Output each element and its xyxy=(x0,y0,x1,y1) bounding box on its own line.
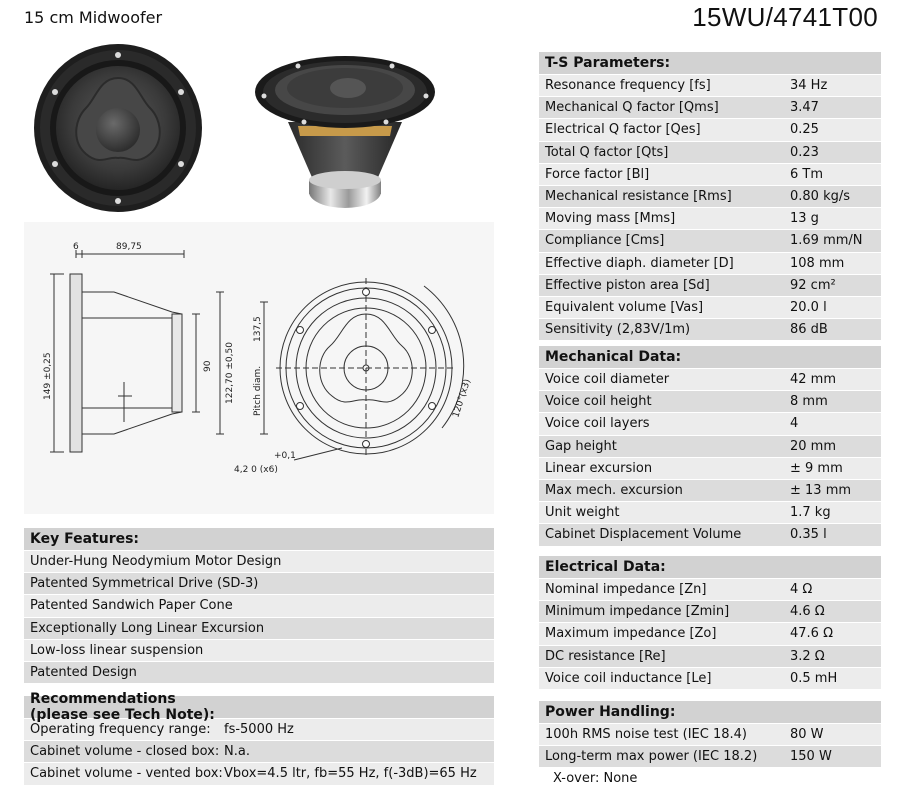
row-value: 150 W xyxy=(790,749,832,765)
row-label: Force factor [Bl] xyxy=(545,166,650,182)
row-label: Maximum impedance [Zo] xyxy=(545,626,717,642)
ts-title xyxy=(539,52,881,75)
table-row xyxy=(539,319,881,341)
recommendations-rows xyxy=(24,719,494,786)
table-row xyxy=(539,142,881,164)
row-value: 3.47 xyxy=(790,100,819,116)
row-value: 4 Ω xyxy=(790,582,813,598)
table-row xyxy=(539,253,881,275)
row-label: Voice coil diameter xyxy=(545,372,670,388)
row-label: Moving mass [Mms] xyxy=(545,211,676,227)
row-value: 34 Hz xyxy=(790,78,828,94)
row-label: Total Q factor [Qts] xyxy=(545,144,669,160)
table-row xyxy=(24,595,494,617)
row-value: 20 mm xyxy=(790,438,837,454)
row-label: Mechanical Q factor [Qms] xyxy=(545,100,719,116)
angle-label: 120°(x3) xyxy=(451,378,474,419)
table-row xyxy=(24,662,494,684)
table-row xyxy=(539,119,881,141)
table-row xyxy=(24,763,494,785)
row-label: Effective piston area [Sd] xyxy=(545,277,710,293)
row-label: Linear excursion xyxy=(545,460,653,476)
table-row xyxy=(539,668,881,690)
table-row xyxy=(539,724,881,746)
page-subtitle: 15 cm Midwoofer xyxy=(24,8,163,27)
row-value: 47.6 Ω xyxy=(790,626,834,642)
row-label: Cabinet volume - vented box: xyxy=(30,766,223,782)
row-value: 0.5 mH xyxy=(790,670,838,686)
row-label: Patented Symmetrical Drive (SD-3) xyxy=(30,576,259,592)
row-value: 3.2 Ω xyxy=(790,648,825,664)
row-label: Electrical Q factor [Qes] xyxy=(545,122,701,138)
row-value: 42 mm xyxy=(790,372,837,388)
electrical-title-text: Electrical Data: xyxy=(545,559,666,575)
driver-angle-photo xyxy=(252,44,438,220)
key-features-title-text: Key Features: xyxy=(30,531,140,547)
recommendations-table xyxy=(24,691,494,786)
row-value: 0.80 kg/s xyxy=(790,189,851,205)
table-row xyxy=(539,186,881,208)
row-label: Mechanical resistance [Rms] xyxy=(545,189,732,205)
row-label: Equivalent volume [Vas] xyxy=(545,299,704,315)
table-row xyxy=(539,275,881,297)
electrical-data-table xyxy=(539,556,881,690)
xover-note: X-over: None xyxy=(553,771,638,787)
table-row xyxy=(539,524,881,546)
row-value: 0.23 xyxy=(790,144,819,160)
dim-89-label: 89,75 xyxy=(116,242,142,252)
row-value: Vbox=4.5 ltr, fb=55 Hz, f(-3dB)=65 Hz xyxy=(224,766,477,782)
row-label: Under-Hung Neodymium Motor Design xyxy=(30,554,282,570)
ts-rows xyxy=(539,75,881,341)
recommendations-title xyxy=(24,691,494,723)
row-label: 100h RMS noise test (IEC 18.4) xyxy=(545,727,747,743)
dim-122-label: 122,70 ±0,50 xyxy=(225,342,235,404)
dimension-drawing xyxy=(24,222,494,514)
table-row xyxy=(539,458,881,480)
driver-front-photo xyxy=(32,42,204,214)
row-label: Minimum impedance [Zmin] xyxy=(545,604,730,620)
table-row xyxy=(24,551,494,573)
ts-title-text: T-S Parameters: xyxy=(545,55,671,71)
table-row xyxy=(539,646,881,668)
row-label: Max mech. excursion xyxy=(545,483,683,499)
table-row xyxy=(539,391,881,413)
row-label: Operating frequency range: xyxy=(30,722,211,738)
key-features-rows xyxy=(24,551,494,684)
table-row xyxy=(24,741,494,763)
row-label: Low-loss linear suspension xyxy=(30,642,204,658)
model-number: 15WU/4741T00 xyxy=(692,2,878,32)
row-value: 1.69 mm/N xyxy=(790,233,863,249)
row-label: Compliance [Cms] xyxy=(545,233,665,249)
row-label: Effective diaph. diameter [D] xyxy=(545,255,734,271)
row-label: Cabinet volume - closed box: xyxy=(30,744,220,760)
mechanical-rows xyxy=(539,369,881,547)
row-value: 108 mm xyxy=(790,255,845,271)
row-label: Voice coil layers xyxy=(545,416,650,432)
table-row xyxy=(539,502,881,524)
power-handling-table xyxy=(539,701,881,789)
table-row xyxy=(539,297,881,319)
key-features-table xyxy=(24,528,494,684)
row-value: 0.25 xyxy=(790,122,819,138)
row-label: Gap height xyxy=(545,438,617,454)
dim-90-label: 90 xyxy=(203,360,213,372)
table-row xyxy=(24,640,494,662)
table-row xyxy=(539,164,881,186)
row-value: ± 9 mm xyxy=(790,460,843,476)
table-row xyxy=(539,480,881,502)
row-label: Unit weight xyxy=(545,505,620,521)
row-label: Voice coil inductance [Le] xyxy=(545,670,712,686)
row-value: 6 Tm xyxy=(790,166,824,182)
row-label: Nominal impedance [Zn] xyxy=(545,582,707,598)
mechanical-title xyxy=(539,346,881,369)
dim-149-label: 149 ±0,25 xyxy=(43,352,53,400)
table-row xyxy=(539,75,881,97)
table-row xyxy=(24,573,494,595)
row-value: ± 13 mm xyxy=(790,483,852,499)
mechanical-data-table xyxy=(539,346,881,547)
table-row xyxy=(24,618,494,640)
table-row xyxy=(539,623,881,645)
dim-6-label: 6 xyxy=(73,242,79,252)
technical-drawing xyxy=(24,222,494,514)
power-rows xyxy=(539,724,881,768)
key-features-title xyxy=(24,528,494,551)
hole-dim-label: 4,2 0 (x6) xyxy=(234,465,278,475)
row-value: 4.6 Ω xyxy=(790,604,825,620)
hole-tolerance-label: +0,1 xyxy=(274,451,296,461)
table-row xyxy=(539,413,881,435)
table-row xyxy=(539,97,881,119)
row-label: Patented Sandwich Paper Cone xyxy=(30,598,233,614)
dim-137-label: 137,5 xyxy=(253,316,263,342)
row-label: Sensitivity (2,83V/1m) xyxy=(545,322,691,338)
row-label: Voice coil height xyxy=(545,394,652,410)
table-row xyxy=(24,719,494,741)
row-label: Resonance frequency [fs] xyxy=(545,78,711,94)
row-value: 1.7 kg xyxy=(790,505,831,521)
electrical-title xyxy=(539,556,881,579)
pitch-label: Pitch diam. xyxy=(253,365,263,416)
power-title-text: Power Handling: xyxy=(545,704,676,720)
row-value: 86 dB xyxy=(790,322,828,338)
mechanical-title-text: Mechanical Data: xyxy=(545,349,682,365)
table-row xyxy=(539,601,881,623)
row-value: 0.35 l xyxy=(790,527,827,543)
row-label: Exceptionally Long Linear Excursion xyxy=(30,620,265,636)
row-value: 20.0 l xyxy=(790,299,827,315)
table-row xyxy=(539,436,881,458)
row-label: Patented Design xyxy=(30,665,137,681)
row-label: Long-term max power (IEC 18.2) xyxy=(545,749,758,765)
recommendations-title-text: Recommendations (please see Tech Note): xyxy=(30,691,215,723)
table-row xyxy=(539,230,881,252)
row-value: 8 mm xyxy=(790,394,828,410)
power-title xyxy=(539,701,881,724)
row-label: DC resistance [Re] xyxy=(545,648,666,664)
table-row xyxy=(539,579,881,601)
row-value: N.a. xyxy=(224,744,250,760)
table-row xyxy=(539,208,881,230)
row-value: 13 g xyxy=(790,211,819,227)
ts-parameters-table xyxy=(539,52,881,341)
row-value: 4 xyxy=(790,416,799,432)
row-label: Cabinet Displacement Volume xyxy=(545,527,742,543)
electrical-rows xyxy=(539,579,881,690)
row-value: 80 W xyxy=(790,727,824,743)
row-value: fs-5000 Hz xyxy=(224,722,294,738)
row-value: 92 cm² xyxy=(790,277,836,293)
table-row xyxy=(539,369,881,391)
table-row xyxy=(539,746,881,768)
